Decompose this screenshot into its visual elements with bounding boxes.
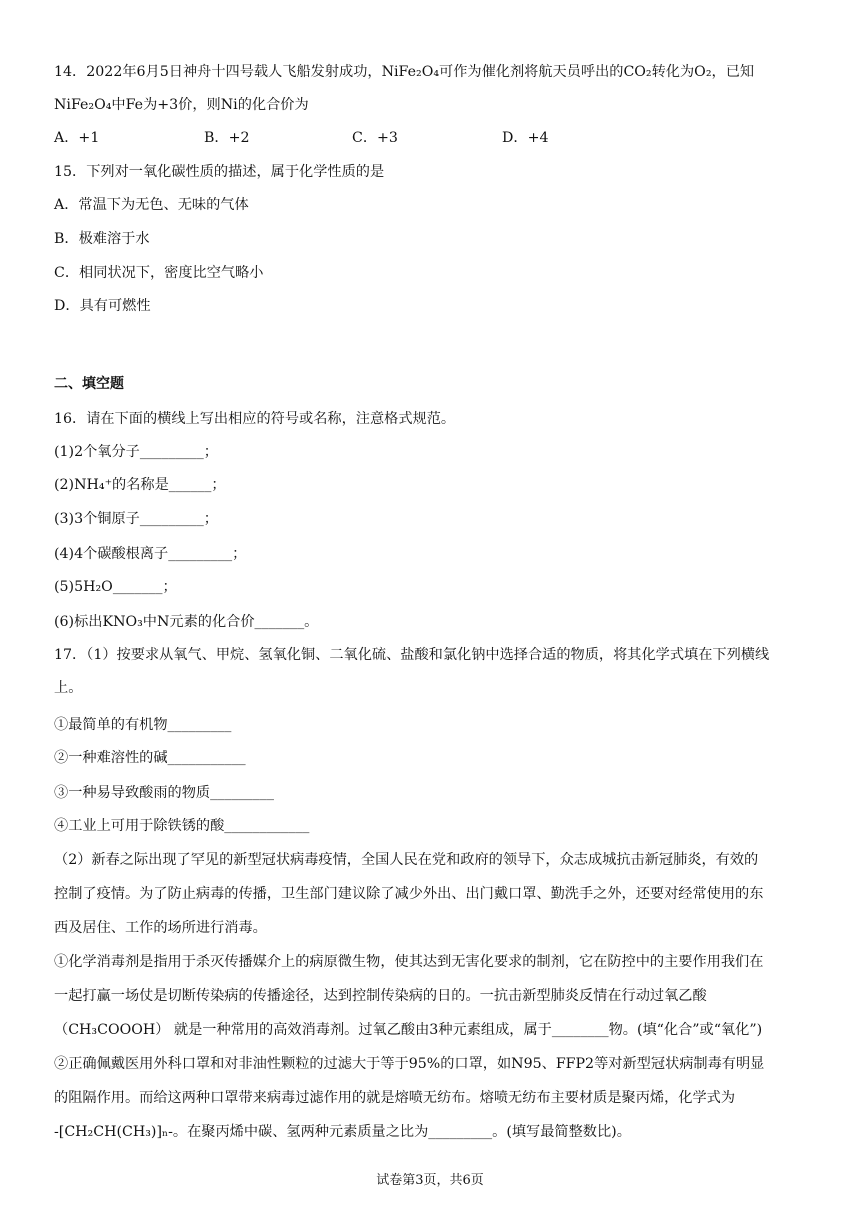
q16-item-1: (1)2个氧分子_________； [54, 444, 218, 460]
q17-part2-line7: ②正确佩戴医用外科口罩和对非油性颗粒的过滤大于等于95%的口罩，如N95、FFP2等对新型冠状病制毒有明显 [54, 1056, 765, 1072]
q17-part1-line2: 上。 [54, 680, 83, 696]
q17-part1-item-1: ①最简单的有机物_________ [54, 717, 232, 733]
q17-part2-line1: （2）新春之际出现了罕见的新型冠状病毒疫情，全国人民在党和政府的领导下，众志成城抗击新冠肺炎，有效的 [54, 852, 759, 868]
q14-stem-line1: 14．2022年6月5日神舟十四号载人飞船发射成功，NiFe₂O₄可作为催化剂将航天员呼出的CO₂转化为O₂，已知 [54, 64, 755, 80]
q15-stem: 15．下列对一氧化碳性质的描述，属于化学性质的是 [54, 164, 385, 180]
q16-item-5: (5)5H₂O_______； [54, 579, 177, 595]
q17-part2-line6: （CH₃COOOH） 就是一种常用的高效消毒剂。过氧乙酸由3种元素组成，属于________物。(填“化合”或“氧化”) [54, 1022, 763, 1038]
q17-part2-line5: 一起打赢一场仗是切断传染病的传播途径，达到控制传染病的日的。一抗击新型肺炎反情在行动过氧乙酸 [54, 988, 707, 1004]
q14-option-d: D．+4 [502, 130, 549, 146]
q14-option-b: B．+2 [204, 130, 250, 146]
q14-stem-line2: NiFe₂O₄中Fe为+3价，则Ni的化合价为 [54, 97, 309, 113]
q17-part1-item-2: ②一种难溶性的碱___________ [54, 750, 246, 766]
q17-part1-item-3: ③一种易导致酸雨的物质_________ [54, 785, 274, 801]
q16-item-6: (6)标出KNO₃中N元素的化合价_______。 [54, 614, 319, 630]
q17-part2-line3: 西及居住、工作的场所进行消毒。 [54, 920, 267, 936]
q15-option-b: B．极难溶于水 [54, 231, 150, 247]
q15-option-c: C．相同状况下，密度比空气略小 [54, 265, 264, 281]
q17-part2-line8: 的阻隔作用。而给这两种口罩带来病毒过滤作用的就是熔喷无纺布。熔喷无纺布主要材质是聚丙烯，化学式为 [54, 1090, 736, 1106]
q15-option-d: D．具有可燃性 [54, 298, 151, 314]
q17-part2-line9: -[CH₂CH(CH₃)]ₙ-。在聚丙烯中碳、氢两种元素质量之比为_________。(填写最简整数比)。 [54, 1124, 631, 1140]
q15-option-a: A．常温下为无色、无味的气体 [54, 197, 249, 213]
q16-item-2: (2)NH₄⁺的名称是______； [54, 477, 226, 493]
q16-item-3: (3)3个铜原子_________； [54, 511, 218, 527]
q17-part1-line1: 17．（1）按要求从氧气、甲烷、氢氧化铜、二氧化硫、盐酸和氯化钠中选择合适的物质，将其化学式填在下列横线 [54, 647, 770, 663]
q14-option-a: A．+1 [54, 130, 100, 146]
page-footer: 试卷第3页，共6页 [376, 1173, 484, 1188]
q17-part2-line2: 控制了疫情。为了防止病毒的传播，卫生部门建议除了减少外出、出门戴口罩、勤洗手之外，还要对经常使用的东 [54, 886, 764, 902]
q17-part1-item-4: ④工业上可用于除铁锈的酸____________ [54, 818, 310, 834]
q16-stem: 16．请在下面的横线上写出相应的符号或名称，注意格式规范。 [54, 411, 456, 427]
section-title: 二、填空题 [54, 376, 124, 392]
q16-item-4: (4)4个碳酸根离子_________； [54, 546, 247, 562]
q17-part2-line4: ①化学消毒剂是指用于杀灭传播媒介上的病原微生物，使其达到无害化要求的制剂，它在防控中的主要作用我们在 [54, 954, 764, 970]
q14-option-c: C．+3 [352, 130, 398, 146]
